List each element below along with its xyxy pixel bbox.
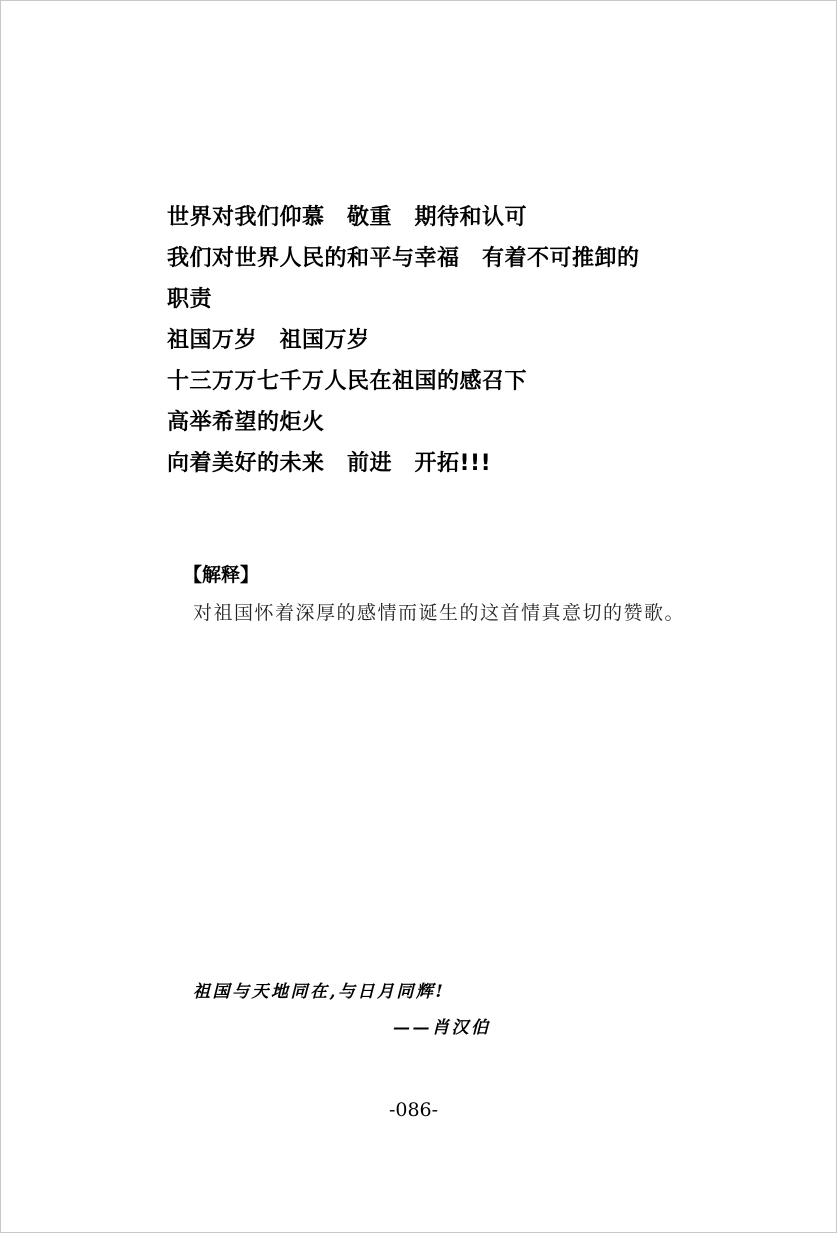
page-number: -086- [388, 1099, 439, 1121]
explanation-heading: 【解释】 [183, 564, 260, 586]
quote-author: ——肖汉伯 [393, 1018, 491, 1038]
poem-line: 祖国万岁 祖国万岁 [167, 328, 370, 353]
poem-line: 我们对世界人民的和平与幸福 有着不可推卸的 [167, 246, 640, 271]
explanation-text: 对祖国怀着深厚的感情而诞生的这首情真意切的赞歌。 [193, 602, 686, 624]
poem-line: 高举希望的炬火 [167, 410, 325, 435]
poem-line: 向着美好的未来 前进 开拓!!! [167, 451, 492, 476]
poem-body [167, 197, 727, 484]
poem-line: 十三万万七千万人民在祖国的感召下 [167, 369, 528, 394]
poem-line: 职责 [167, 287, 213, 312]
quote-text: 祖国与天地同在,与日月同辉! [193, 982, 446, 1002]
poem-line: 世界对我们仰慕 敬重 期待和认可 [167, 205, 528, 230]
